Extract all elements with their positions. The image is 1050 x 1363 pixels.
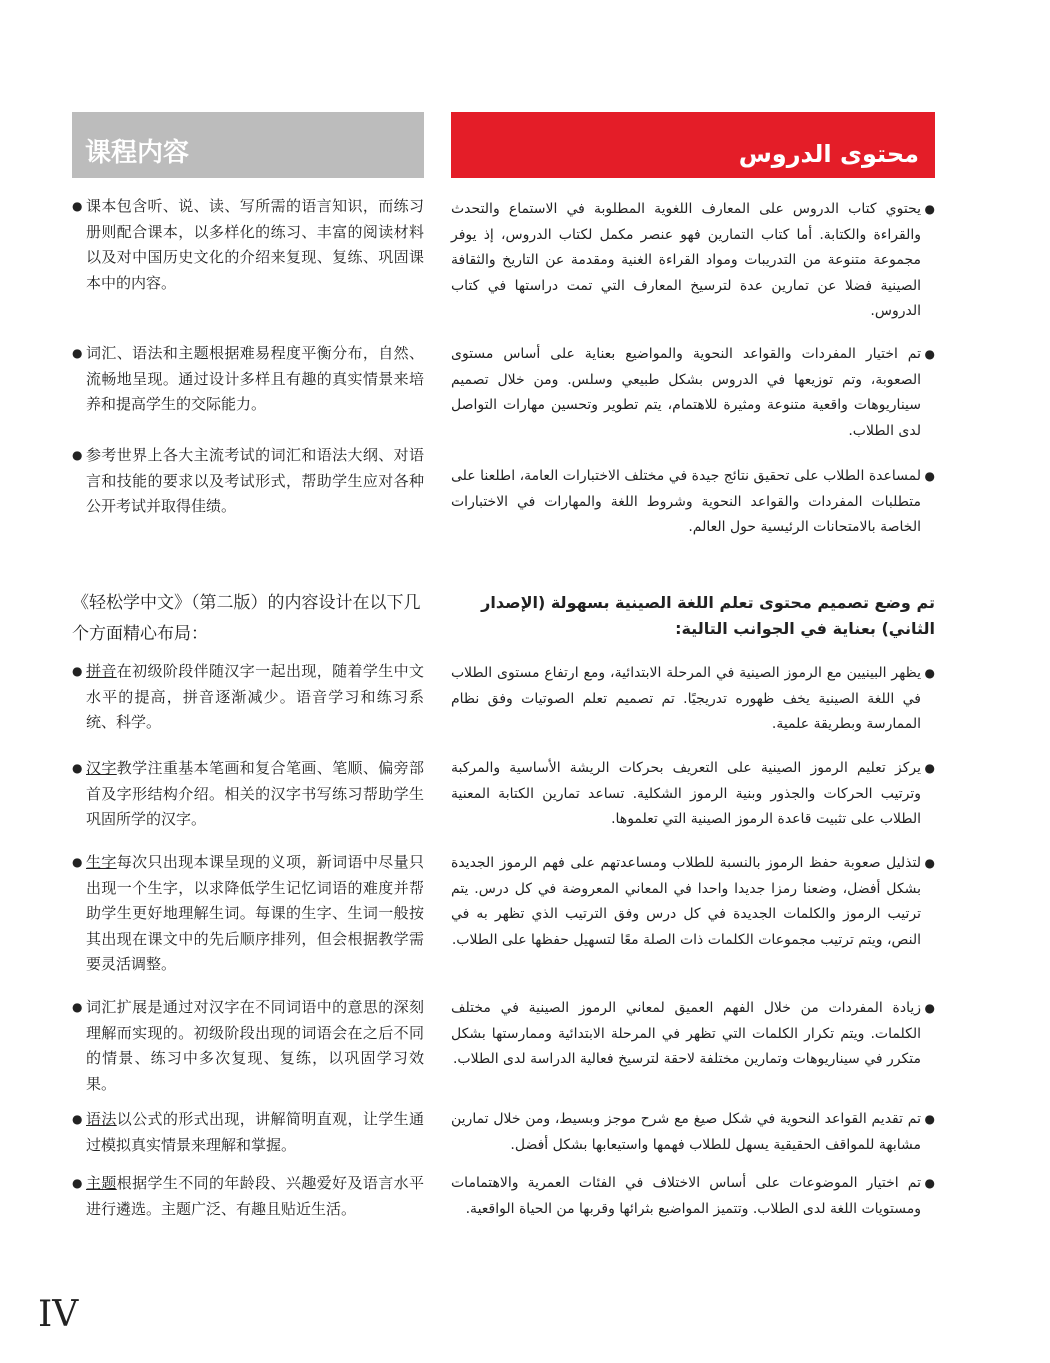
ar-bullet-item: [451, 756, 935, 833]
bullet-icon: ●: [924, 666, 935, 680]
zh-item-keyword: 生字: [86, 853, 117, 871]
ar-item-text: لمساعدة الطلاب على تحقيق نتائج جيدة في مختلف الاختبارات العامة، اطلعنا على متطلبات المفردات والقواعد النحوية وشروط اللغة والمهارات في الاختبارات الخاصة بالامتحانات الرئيسية حول العالم.: [451, 468, 921, 535]
ar-item-text: يحتوي كتاب الدروس على المعارف اللغوية المطلوبة في الاستماع والتحدث والقراءة والكتابة. أما كتاب التمارين فهو عنصر مكمل لكتاب الدروس، إذ يوفر مجموعة متنوعة من التدريبات ومواد القراءة الغنية ومقدمة عن التاريخ والثقافة الصينية فضلا عن تمارين عدة لترسيخ المعارف التي تمت دراستها في كتاب الدروس.: [451, 201, 921, 319]
zh-bullet-item: [72, 1107, 424, 1158]
bullet-icon: ●: [924, 856, 935, 870]
ar-item-text: تم تقديم القواعد النحوية في شكل صيغ مع شرح موجز وبسيط، ومن خلال تمارين مشابهة للمواقف الحقيقية يسهل للطلاب فهمها واستيعابها بشكل أفضل.: [451, 1111, 921, 1153]
ar-item-text: تم اختيار الموضوعات على أساس الاختلاف في الفئات العمرية والاهتمامات ومستويات اللغة لدى الطلاب. وتتميز المواضيع بثرائها وقربها من الحياة الواقعية.: [451, 1175, 921, 1217]
ar-section-title: محتوى الدروس: [738, 140, 919, 168]
ar-bullet-item: [451, 464, 935, 541]
ar-intro-paragraph: تم وضع تصميم محتوى تعلم اللغة الصينية بسهولة (الإصدار الثاني) بعناية في الجوانب التالية:: [481, 593, 935, 638]
ar-item-text: تم اختيار المفردات والقواعد النحوية والمواضيع بعناية على أساس مستوى الصعوبة، وتم توزيعها في الدروس بشكل طبيعي وسلس. ومن خلال تصميم سيناريوهات واقعية متنوعة ومثيرة للاهتمام، يتم تطوير وتحسين مهارات التواصل لدى الطلاب.: [451, 346, 921, 439]
zh-bullet-item: [72, 756, 424, 833]
zh-item-text: 每次只出现本课呈现的义项，新词语中尽量只出现一个生字，以求降低学生记忆词语的难度并帮助学生更好地理解生词。每课的生字、生词一般按其出现在课文中的先后顺序排列，但会根据教学需要灵活调整。: [86, 853, 424, 973]
zh-item-text: 课本包含听、说、读、写所需的语言知识，而练习册则配合课本，以多样化的练习、丰富的阅读材料以及对中国历史文化的介绍来复现、复练、巩固课本中的内容。: [86, 197, 424, 292]
zh-item-keyword: 拼音: [86, 662, 117, 680]
bullet-icon: ●: [72, 761, 83, 775]
zh-bullet-item: [72, 850, 424, 978]
bullet-icon: ●: [924, 1176, 935, 1190]
zh-bullet-item: [72, 659, 424, 736]
bullet-icon: ●: [924, 1001, 935, 1015]
page-number: IV: [38, 1294, 79, 1335]
bullet-icon: ●: [72, 1176, 83, 1190]
zh-item-keyword: 语法: [86, 1110, 117, 1128]
zh-bullet-item: [72, 995, 424, 1097]
zh-item-text: 词汇扩展是通过对汉字在不同词语中的意思的深刻理解而实现的。初级阶段出现的词语会在之后不同的情景、练习中多次复现、复练，以巩固学习效果。: [86, 998, 424, 1093]
zh-bullet-item: [72, 194, 424, 296]
zh-item-text: 以公式的形式出现，讲解简明直观，让学生通过模拟真实情景来理解和掌握。: [86, 1110, 424, 1154]
zh-item-keyword: 主题: [86, 1174, 117, 1192]
zh-bullet-item: [72, 443, 424, 520]
zh-item-text: 在初级阶段伴随汉字一起出现，随着学生中文水平的提高，拼音逐渐减少。语音学习和练习系统、科学。: [86, 662, 424, 731]
zh-bullet-item: [72, 1171, 424, 1222]
ar-bullet-item: [451, 851, 935, 953]
bullet-icon: ●: [72, 664, 83, 678]
bullet-icon: ●: [72, 855, 83, 869]
ar-bullet-item: [451, 1171, 935, 1222]
bullet-icon: ●: [72, 199, 83, 213]
bullet-icon: ●: [72, 448, 83, 462]
ar-item-text: زيادة المفردات من خلال الفهم العميق لمعاني الرموز الصينية في مختلف الكلمات. ويتم تكرار الكلمات التي تظهر في المرحلة الابتدائية وممارستها بشكل متكرر في سيناريوهات وتمارين مختلفة لاحقة لترسيخ فعالية الدراسة لدى الطلاب.: [451, 1000, 921, 1067]
zh-section-title: 课程内容: [85, 138, 190, 168]
ar-bullet-item: [451, 342, 935, 444]
zh-item-keyword: 汉字: [86, 759, 117, 777]
bullet-icon: ●: [924, 761, 935, 775]
bullet-icon: ●: [924, 347, 935, 361]
ar-item-text: يركز تعليم الرموز الصينية على التعريف بحركات الريشة الأساسية والمركبة وترتيب الحركات والجذور وبنية الرموز الشكلية. تساعد تمارين الكتابة المعنية الطلاب على تثبيت قاعدة الرموز الصينية التي تعلموها.: [451, 760, 921, 827]
bullet-icon: ●: [924, 469, 935, 483]
bullet-icon: ●: [72, 1000, 83, 1014]
ar-bullet-item: [451, 1107, 935, 1158]
zh-item-text: 教学注重基本笔画和复合笔画、笔顺、偏旁部首及字形结构介绍。相关的汉字书写练习帮助学生巩固所学的汉字。: [86, 759, 424, 828]
ar-bullet-item: [451, 661, 935, 738]
ar-bullet-item: [451, 996, 935, 1073]
bullet-icon: ●: [72, 1112, 83, 1126]
bullet-icon: ●: [924, 1112, 935, 1126]
zh-item-text: 根据学生不同的年龄段、兴趣爱好及语言水平进行遴选。主题广泛、有趣且贴近生活。: [86, 1174, 424, 1218]
ar-item-text: لتذليل صعوبة حفظ الرموز بالنسبة للطلاب ومساعدتهم على فهم الرموز الجديدة بشكل أفضل، وضعنا رمزا جديدا واحدا في المعاني المعروضة في كل درس. يتم ترتيب الرموز والكلمات الجديدة في كل درس وفق الترتيب الذي تظهر به في النص، ويتم ترتيب مجموعات الكلمات ذات الصلة معًا لتسهيل حفظها على الطلاب.: [451, 855, 921, 948]
ar-section-header: [451, 112, 935, 178]
bullet-icon: ●: [72, 346, 83, 360]
zh-item-text: 参考世界上各大主流考试的词汇和语法大纲、对语言和技能的要求以及考试形式，帮助学生应对各种公开考试并取得佳绩。: [86, 446, 424, 515]
ar-bullet-item: [451, 197, 935, 325]
zh-bullet-item: [72, 341, 424, 418]
zh-intro-paragraph: 《轻松学中文》（第二版）的内容设计在以下几个方面精心布局：: [72, 593, 421, 644]
bullet-icon: ●: [924, 202, 935, 216]
zh-section-header: [72, 112, 424, 178]
ar-item-text: يظهر البينيين مع الرموز الصينية في المرحلة الابتدائية، ومع ارتفاع مستوى الطلاب في اللغة الصينية يخف ظهوره تدريجيًا. تم تصميم تعلم الصوتيات وفق نظام الممارسة وبطريقة علمية.: [451, 665, 921, 732]
zh-item-text: 词汇、语法和主题根据难易程度平衡分布，自然、流畅地呈现。通过设计多样且有趣的真实情景来培养和提高学生的交际能力。: [86, 344, 424, 413]
